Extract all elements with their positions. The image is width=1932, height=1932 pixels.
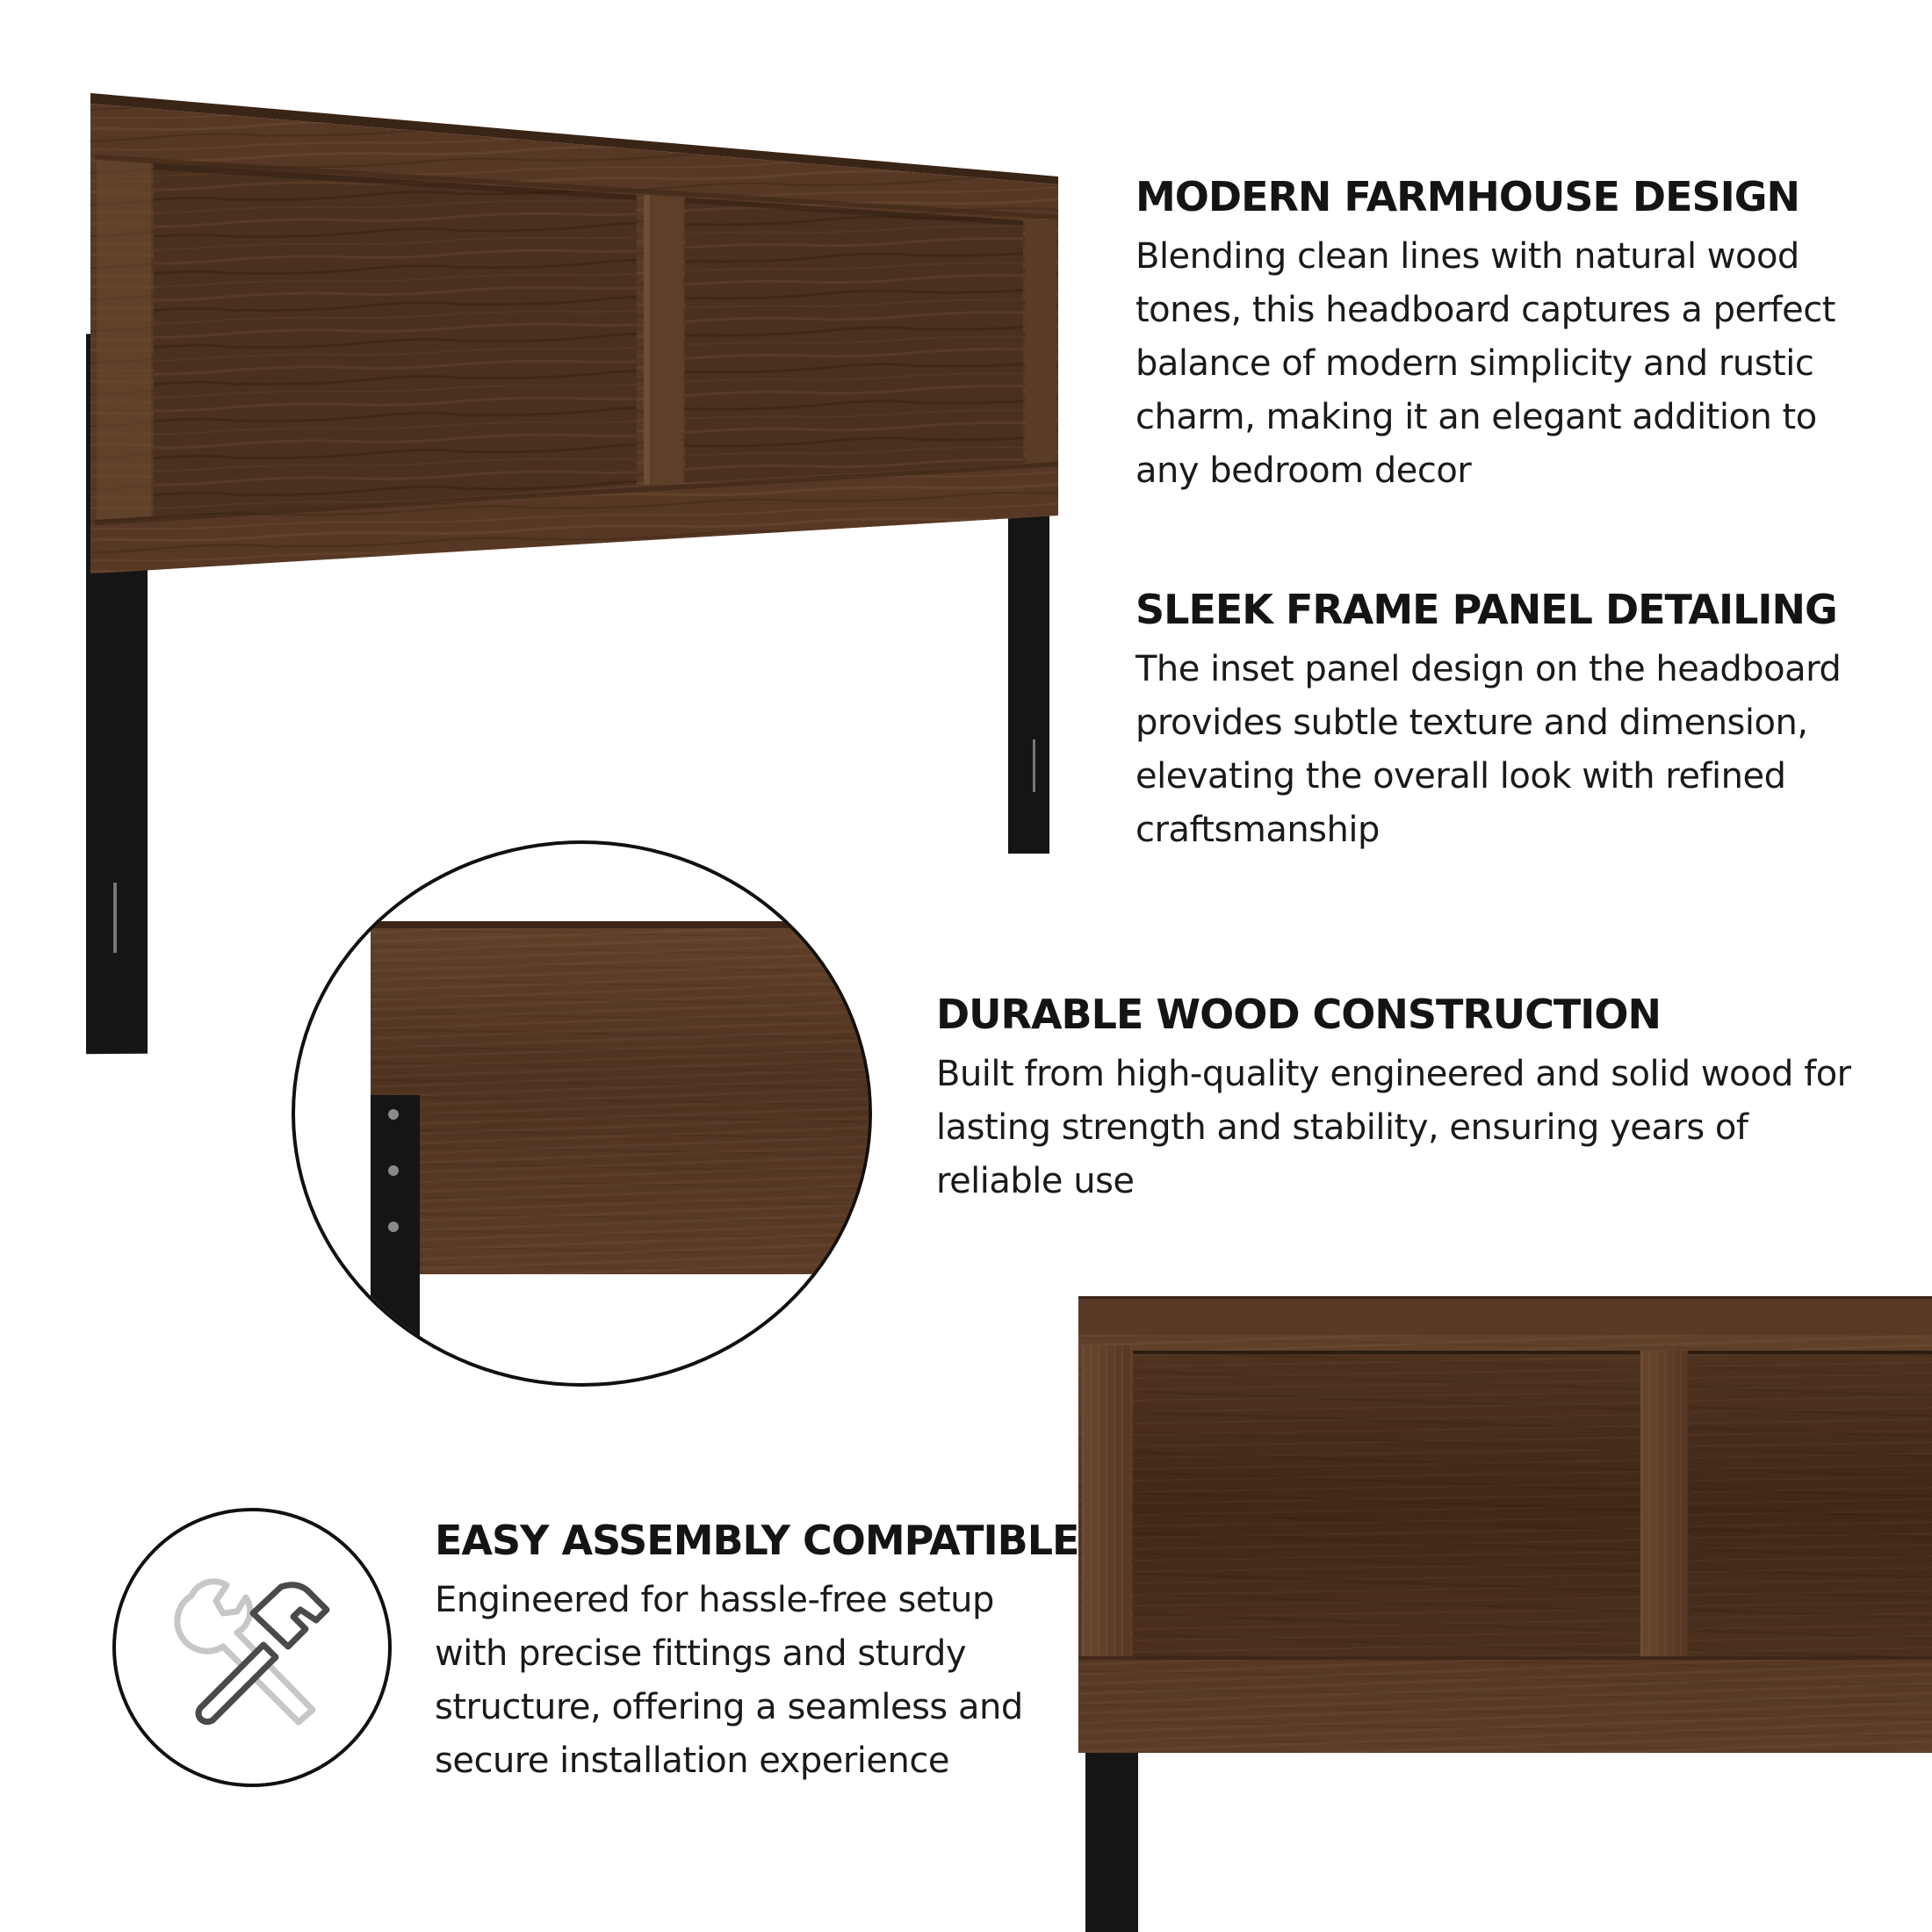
closeup-top-edge [1078, 1296, 1932, 1337]
feature-title-farmhouse: MODERN FARMHOUSE DESIGN [1135, 173, 1799, 220]
corner-detail-metal-bracket [371, 1095, 420, 1387]
assembly-icon-circle [112, 1508, 392, 1787]
feature-body-assembly: Engineered for hassle-free setup with precise fittings and sturdy structure, offering a seamless and secure installation experience [435, 1580, 1023, 1781]
leg-hardware-slot [113, 883, 117, 953]
headboard-closeup-image [1078, 1296, 1932, 1932]
hammer-wrench-icon [165, 1561, 341, 1736]
feature-title-panel-detailing: SLEEK FRAME PANEL DETAILING [1135, 586, 1837, 633]
closeup-right-panel [1690, 1351, 1932, 1660]
bracket-screw-icon [388, 1109, 399, 1120]
corner-detail-top-edge [371, 921, 872, 928]
feature-body-wood-construction: Built from high-quality engineered and solid wood for lasting strength and stability, ensuring years of reliable use [936, 1054, 1851, 1201]
headboard-panel [0, 0, 1071, 597]
feature-title-assembly: EASY ASSEMBLY COMPATIBLE [435, 1517, 1079, 1564]
bracket-screw-icon [388, 1165, 399, 1176]
feature-title-wood-construction: DURABLE WOOD CONSTRUCTION [936, 991, 1662, 1038]
bracket-screw-icon [388, 1222, 399, 1232]
closeup-center-stile [1640, 1351, 1688, 1656]
closeup-bottom-rail-line [1078, 1656, 1932, 1660]
feature-body-farmhouse: Blending clean lines with natural wood tones, this headboard captures a perfect balance of modern simplicity and rustic charm, making it an elegant addition to any bedroom decor [1135, 236, 1835, 491]
corner-detail-wood-panel [371, 921, 872, 1274]
leg-hardware-slot [1033, 739, 1035, 792]
corner-detail-zoom-circle [292, 840, 872, 1387]
feature-body-panel-detailing: The inset panel design on the headboard provides subtle texture and dimension, elevating the overall look with refined craftsmanship [1135, 649, 1842, 850]
closeup-left-stile [1082, 1345, 1131, 1656]
